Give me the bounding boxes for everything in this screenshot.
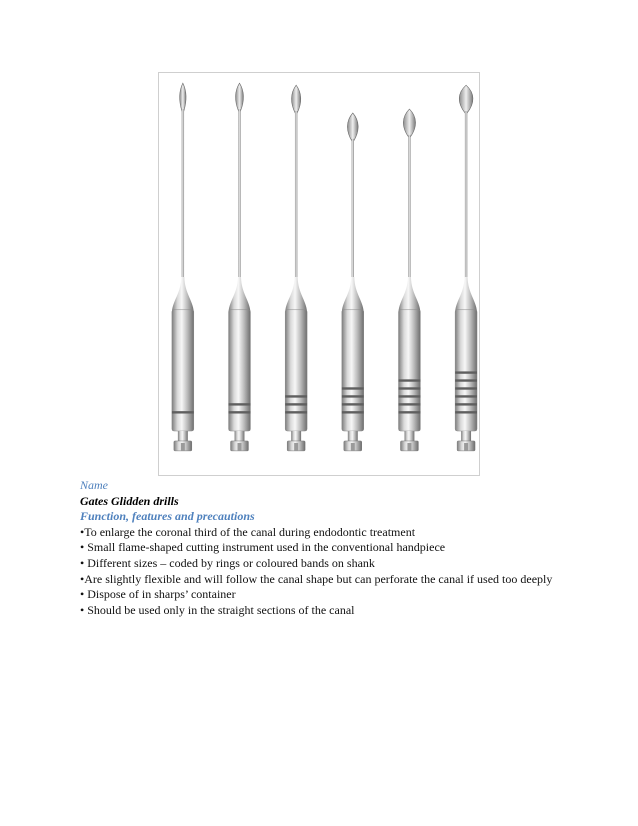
latch-notch [181, 443, 185, 451]
size-ring [399, 387, 421, 389]
bullet-item: •To enlarge the coronal third of the canal during endodontic treatment [80, 524, 416, 539]
drill-shaft [182, 109, 184, 288]
size-ring [399, 379, 421, 381]
size-ring [342, 403, 364, 405]
latch-neck [235, 431, 245, 441]
size-ring [285, 411, 307, 413]
drill [172, 83, 194, 451]
size-ring [455, 379, 477, 381]
name-label: Name [80, 478, 108, 492]
latch-notch [351, 443, 355, 451]
size-ring [342, 395, 364, 397]
drill-neck [285, 277, 307, 312]
size-ring [285, 403, 307, 405]
latch-neck [348, 431, 358, 441]
size-ring [455, 403, 477, 405]
drill [229, 83, 251, 451]
bullet-item: • Different sizes – coded by rings or coloured bands on shank [80, 555, 375, 570]
bullet-item: • Small flame-shaped cutting instrument used in the conventional handpiece [80, 540, 446, 555]
size-ring [399, 395, 421, 397]
bullet-item: • Dispose of in sharps’ container [80, 587, 236, 602]
size-ring [285, 395, 307, 397]
size-ring [342, 387, 364, 389]
drill-neck [399, 277, 421, 312]
size-ring [455, 411, 477, 413]
section-label: Function, features and precautions [80, 509, 255, 524]
drill-shaft [352, 139, 354, 288]
size-ring [229, 403, 251, 405]
cutting-head [236, 83, 244, 111]
description-text [80, 478, 566, 618]
latch-notch [407, 443, 411, 451]
drill-neck [172, 277, 194, 312]
drill-shaft [465, 111, 467, 288]
size-ring [342, 411, 364, 413]
drill-neck [229, 277, 251, 312]
size-ring [229, 411, 251, 413]
latch-neck [461, 431, 471, 441]
latch-neck [178, 431, 188, 441]
drill [342, 113, 364, 451]
drill [285, 85, 307, 451]
bullet-item: • Should be used only in the straight sections of the canal [80, 602, 355, 617]
drill [399, 109, 421, 451]
size-ring [455, 395, 477, 397]
latch-notch [238, 443, 242, 451]
drill [455, 85, 477, 451]
drill-neck [342, 277, 364, 312]
latch-notch [294, 443, 298, 451]
cutting-head [459, 85, 473, 113]
drill-shaft [238, 109, 240, 288]
gates-glidden-drills-image [159, 73, 479, 475]
drill-neck [455, 277, 477, 312]
cutting-head [403, 109, 415, 137]
bullet-item: •Are slightly flexible and will follow the canal shape but can perforate the canal if used too deeply [80, 571, 553, 586]
drill-shaft [295, 111, 297, 288]
cutting-head [292, 85, 301, 113]
size-ring [399, 403, 421, 405]
size-ring [399, 411, 421, 413]
cutting-head [180, 83, 186, 111]
latch-notch [464, 443, 468, 451]
latch-neck [404, 431, 414, 441]
instrument-name: Gates Glidden drills [80, 493, 179, 508]
size-ring [172, 411, 194, 413]
size-ring [455, 387, 477, 389]
size-ring [455, 371, 477, 373]
cutting-head [347, 113, 358, 141]
instrument-figure [158, 72, 480, 476]
latch-neck [291, 431, 301, 441]
drill-shaft [408, 135, 410, 288]
